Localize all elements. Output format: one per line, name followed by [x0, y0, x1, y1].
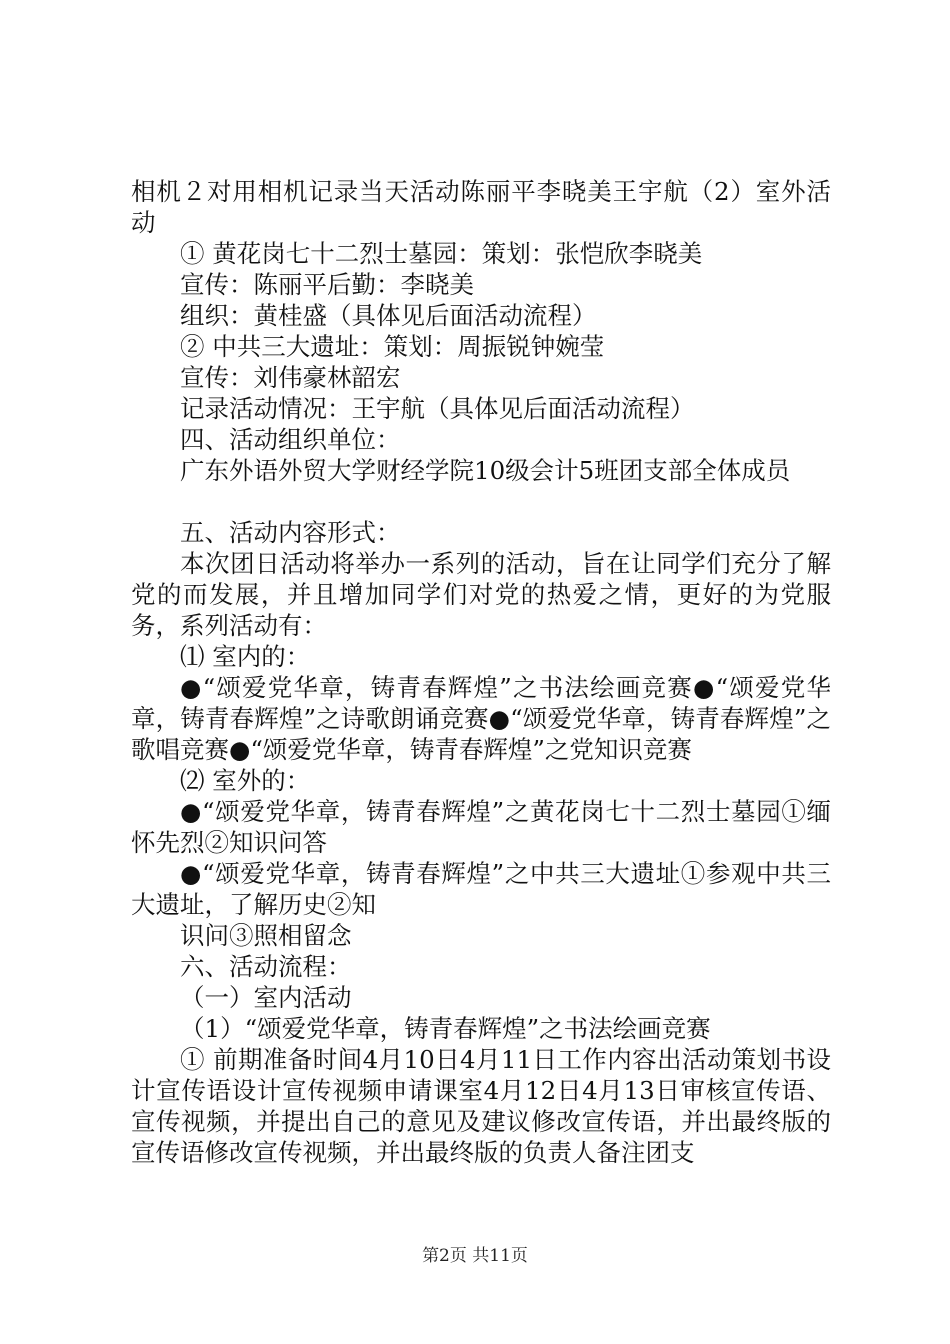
section-heading: 六、活动流程： [180, 952, 352, 981]
paragraph: ●“颂爱党华章，铸青春辉煌”之黄花岗七十二烈士墓园①缅怀先烈②知识问答 [131, 797, 831, 857]
subsection-heading: （一）室内活动 [180, 983, 352, 1012]
paragraph: 本次团日活动将举办一系列的活动，旨在让同学们充分了解党的而发展，并且增加同学们对党的热爱之情，更好的为党服务，系列活动有： [131, 549, 831, 640]
list-heading: ⑵ 室外的： [180, 766, 311, 795]
paragraph: 宣传：刘伟豪林韶宏 [180, 363, 401, 392]
section-heading: 五、活动内容形式： [180, 518, 401, 547]
paragraph: 广东外语外贸大学财经学院10级会计5班团支部全体成员 [180, 456, 791, 485]
blank-line [131, 486, 831, 517]
list-heading: ⑴ 室内的： [180, 642, 311, 671]
paragraph: 宣传：陈丽平后勤：李晓美 [180, 270, 474, 299]
paragraph: 相机２对用相机记录当天活动陈丽平李晓美王宇航（2）室外活动 [131, 177, 831, 237]
paragraph: ① 前期准备时间4月10日4月11日工作内容出活动策划书设计宣传语设计宣传视频申请课室4月12日4月13日审核宣传语、宣传视频，并提出自己的意见及建议修改宣传语，并出最终版的宣传语修改宣传视频，并出最终版的负责人备注团支 [131, 1045, 831, 1167]
section-heading: 四、活动组织单位： [180, 425, 401, 454]
page-footer: 第2页 共11页 [422, 1246, 528, 1266]
paragraph: 组织：黄桂盛（具体见后面活动流程） [180, 301, 597, 330]
paragraph: 识问③照相留念 [180, 921, 352, 950]
paragraph: 记录活动情况：王宇航（具体见后面活动流程） [180, 394, 695, 423]
paragraph: ② 中共三大遗址：策划：周振锐钟婉莹 [180, 332, 605, 361]
paragraph: ●“颂爱党华章，铸青春辉煌”之书法绘画竞赛●“颂爱党华章，铸青春辉煌”之诗歌朗诵竞赛●“颂爱党华章，铸青春辉煌”之歌唱竞赛●“颂爱党华章，铸青春辉煌”之党知识竞赛 [131, 673, 831, 764]
document-body [131, 176, 831, 1168]
subsection-heading: （1）“颂爱党华章，铸青春辉煌”之书法绘画竞赛 [180, 1014, 711, 1043]
paragraph: ① 黄花岗七十二烈士墓园：策划：张恺欣李晓美 [180, 239, 703, 268]
paragraph: ●“颂爱党华章，铸青春辉煌”之中共三大遗址①参观中共三大遗址，了解历史②知 [131, 859, 831, 919]
